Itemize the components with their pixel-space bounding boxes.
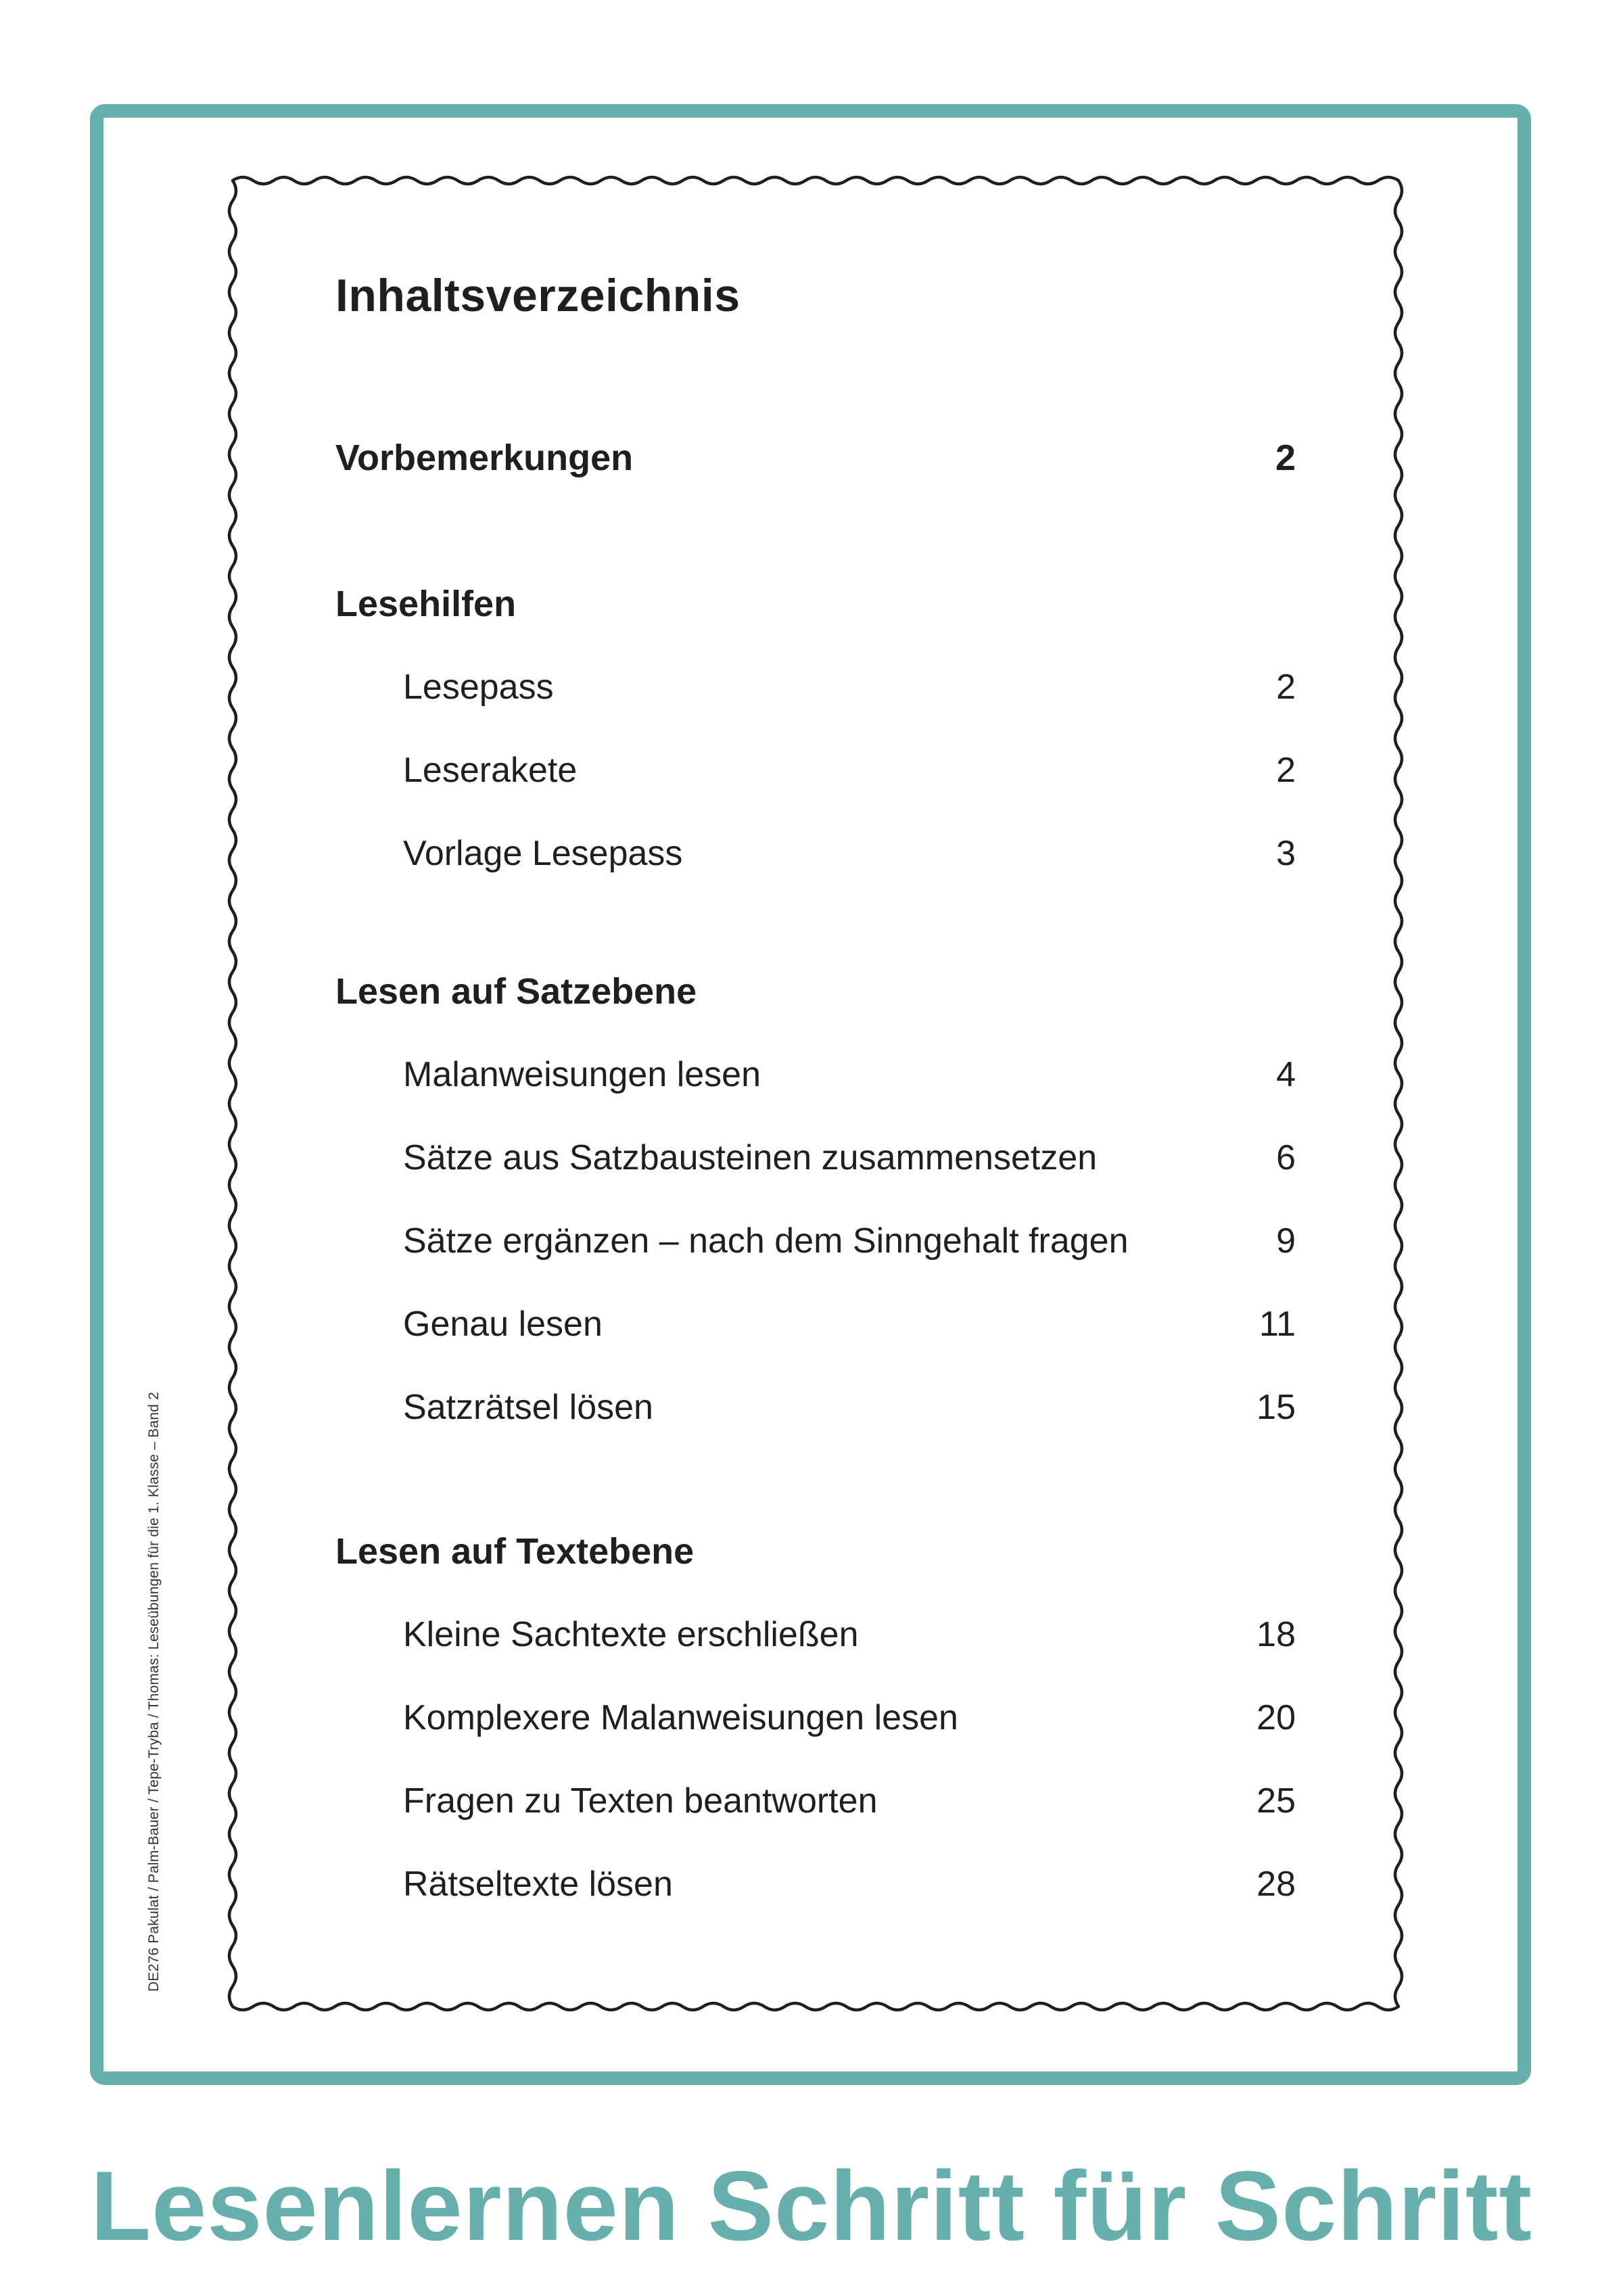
toc-entry-label: Genau lesen <box>403 1305 603 1344</box>
toc-entry-page: 11 <box>1259 1305 1296 1344</box>
toc-entry <box>335 1694 1296 1741</box>
toc-entry-label: Malanweisungen lesen <box>403 1055 761 1094</box>
toc-entry-label: Leserakete <box>403 751 578 790</box>
toc-title: Inhaltsverzeichnis <box>335 270 740 321</box>
toc-entry-label: Komplexere Malanweisungen lesen <box>403 1698 958 1737</box>
toc-entry <box>335 1217 1296 1265</box>
toc-entry-page: 25 <box>1256 1781 1296 1821</box>
toc-entry-label: Vorlage Lesepass <box>403 834 683 873</box>
toc-entry <box>335 1777 1296 1825</box>
toc-entry-label: Vorbemerkungen <box>335 438 634 478</box>
toc-entry <box>335 1051 1296 1098</box>
toc-entry-label: Sätze ergänzen – nach dem Sinngehalt fragen <box>403 1221 1129 1261</box>
toc-entry <box>335 830 1296 877</box>
toc-entry-label: Sätze aus Satzbausteinen zusammensetzen <box>403 1138 1098 1177</box>
toc-entry <box>335 1860 1296 1908</box>
toc-entry-page: 9 <box>1276 1221 1296 1261</box>
toc-entry-page: 18 <box>1256 1615 1296 1654</box>
toc-entry-page: 28 <box>1256 1865 1296 1904</box>
toc-entry-page: 2 <box>1276 751 1296 790</box>
toc-entry-page: 2 <box>1276 667 1296 707</box>
toc-entry-label: Lesen auf Satzebene <box>335 971 697 1012</box>
toc-entry-page: 4 <box>1276 1055 1296 1094</box>
toc-entry-page: 6 <box>1276 1138 1296 1177</box>
toc-entry <box>335 1611 1296 1658</box>
series-title: Lesenlernen Schritt für Schritt <box>90 2151 1533 2261</box>
toc-entry-label: Satzrätsel lösen <box>403 1388 653 1427</box>
toc-entry-page: 15 <box>1256 1388 1296 1427</box>
toc-entry-label: Lesepass <box>403 667 554 707</box>
toc-entry-label: Fragen zu Texten beantworten <box>403 1781 878 1821</box>
toc-entry <box>335 1134 1296 1181</box>
toc-section-vorbemerkungen <box>335 434 1296 482</box>
toc-entry-page: 20 <box>1256 1698 1296 1737</box>
toc-section-satzebene <box>335 968 1296 1015</box>
toc-entry-label: Lesehilfen <box>335 584 517 624</box>
toc-entry <box>335 1384 1296 1431</box>
toc-section-textebene <box>335 1528 1296 1575</box>
toc-entry <box>335 1301 1296 1348</box>
toc-entry-page: 2 <box>1275 438 1296 478</box>
toc-entry-label: Lesen auf Textebene <box>335 1531 695 1572</box>
toc-entry-page: 3 <box>1276 834 1296 873</box>
toc-entry-label: Rätseltexte lösen <box>403 1865 673 1904</box>
toc-entry-label: Kleine Sachtexte erschließen <box>403 1615 859 1654</box>
toc-entry <box>335 663 1296 711</box>
copyright-sidenote: DE276 Pakulat / Palm-Bauer / Tepe-Tryba / Thomas: Leseübungen für die 1. Klasse – Band 2 <box>146 1392 162 1992</box>
table-of-contents <box>335 0 1296 2296</box>
toc-section-lesehilfen <box>335 580 1296 628</box>
toc-entry <box>335 747 1296 794</box>
